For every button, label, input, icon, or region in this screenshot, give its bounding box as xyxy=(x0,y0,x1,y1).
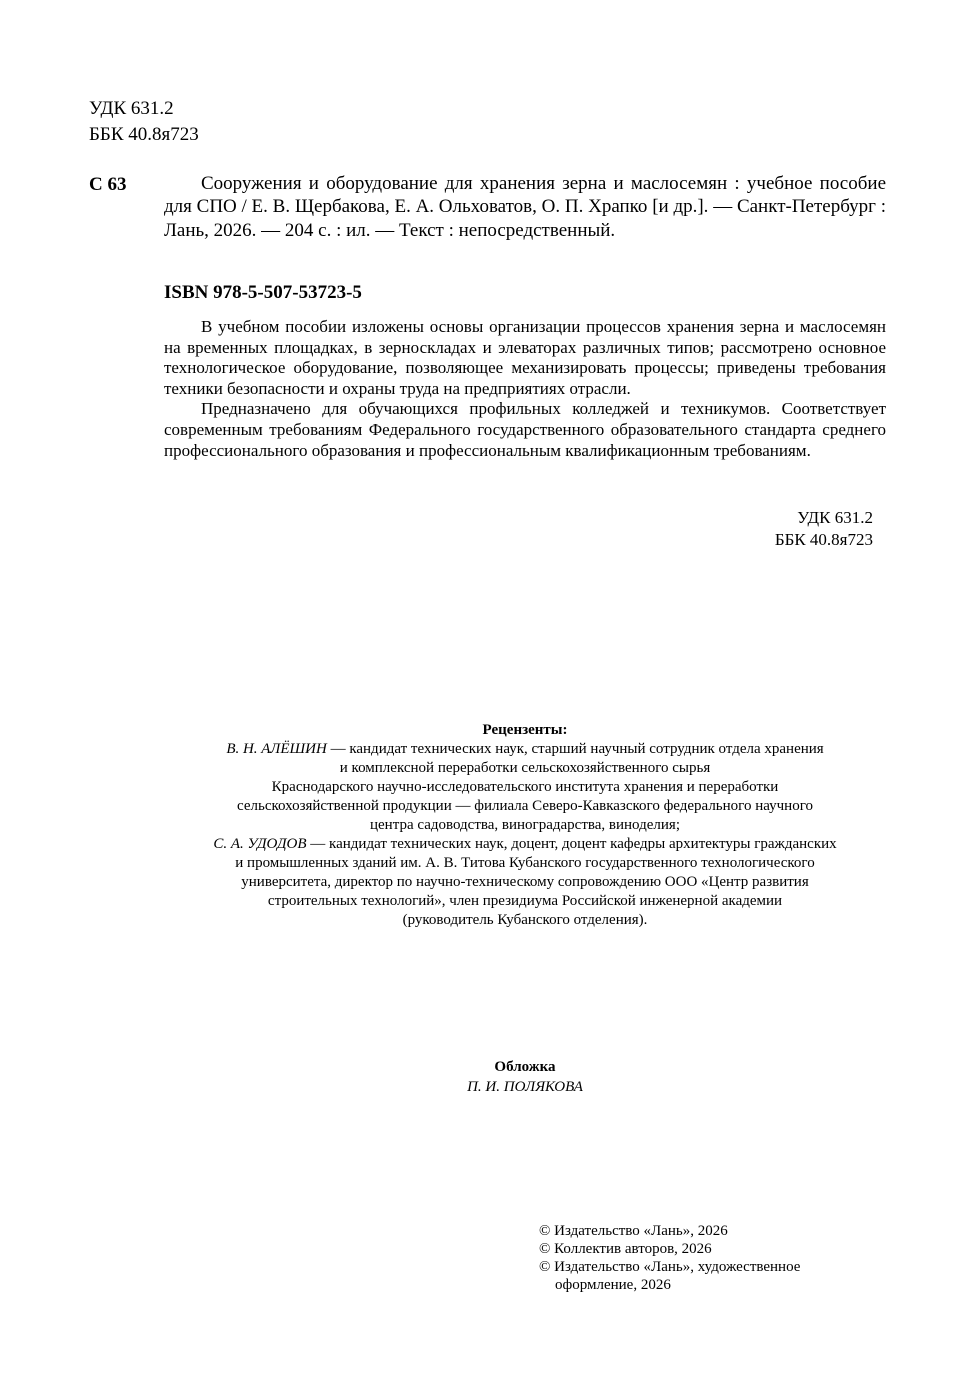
author-sign: С 63 xyxy=(89,174,127,195)
reviewer-line: и промышленных зданий им. А. В. Титова Кубанского государственного технологического xyxy=(235,855,815,871)
copyright-line: © Коллектив авторов, 2026 xyxy=(539,1241,712,1257)
annotation-paragraph: Предназначено для обучающихся профильных колледжей и техникумов. Соответствует современным требованиям Федерального государственного образовательного стандарта среднего профессионального образования и профессиональным квалификационным требованиям. xyxy=(164,399,886,460)
udk-code: УДК 631.2 xyxy=(797,508,873,527)
reviewer-line: С. А. УДОДОВ — кандидат технических наук, доцент, доцент кафедры архитектуры гражданских xyxy=(213,836,837,852)
annotation-paragraph: В учебном пособии изложены основы организации процессов хранения зерна и маслосемян на временных площадках, в зерноскладах и элеваторах различных типов; рассмотрено основное технологическое оборудование, позволяющее механизировать процессы; приведены требования техники безопасности и охраны труда на предприятиях отрасли. xyxy=(164,317,886,398)
cover-heading: Обложка xyxy=(494,1059,556,1075)
bbk-code: ББК 40.8я723 xyxy=(89,124,199,145)
reviewer-line: и комплексной переработки сельскохозяйственного сырья xyxy=(339,760,711,776)
reviewer-name: С. А. УДОДОВ xyxy=(213,836,307,852)
reviewers-section xyxy=(100,721,950,930)
reviewer-line: строительных технологий», член президиума Российской инженерной академии xyxy=(267,893,783,909)
classification-block xyxy=(89,96,199,148)
reviewer-line: Краснодарского научно-исследовательского института хранения и переработки xyxy=(271,779,779,795)
copyright-line: © Издательство «Лань», художественное xyxy=(539,1259,801,1275)
bbk-code: ББК 40.8я723 xyxy=(774,530,873,549)
copyright-line: оформление, 2026 xyxy=(555,1277,671,1293)
bibliographic-record: Сооружения и оборудование для хранения зерна и маслосемян : учебное пособие для СПО / Е. В. Щербакова, Е. А. Ольховатов, О. П. Храпко [и др.]. — Санкт-Петербург : Лань, 2026. — 204 с. : ил. — Текст : непосредственный. xyxy=(164,173,886,241)
reviewer-line: сельскохозяйственной продукции — филиала Северо-Кавказского федерального научного xyxy=(237,798,813,814)
reviewer-name: В. Н. АЛЁШИН xyxy=(226,741,327,757)
udk-code: УДК 631.2 xyxy=(89,98,174,119)
annotation xyxy=(164,317,886,461)
reviewer-line: (руководитель Кубанского отделения). xyxy=(402,912,648,928)
reviewer-line: университета, директор по научно-техническому сопровождению ООО «Центр развития xyxy=(241,874,809,890)
cover-designer: П. И. ПОЛЯКОВА xyxy=(467,1079,583,1095)
cover-credit xyxy=(300,1057,750,1097)
isbn: ISBN 978-5-507-53723-5 xyxy=(164,282,362,303)
copyright-line: © Издательство «Лань», 2026 xyxy=(539,1223,728,1239)
copyright-block xyxy=(539,1222,859,1294)
reviewer-line: В. Н. АЛЁШИН — кандидат технических наук, старший научный сотрудник отдела хранения xyxy=(226,741,824,757)
reviewers-heading: Рецензенты: xyxy=(482,722,568,738)
classification-block-right xyxy=(730,507,873,551)
reviewer-line: центра садоводства, виноградарства, виноделия; xyxy=(370,817,680,833)
